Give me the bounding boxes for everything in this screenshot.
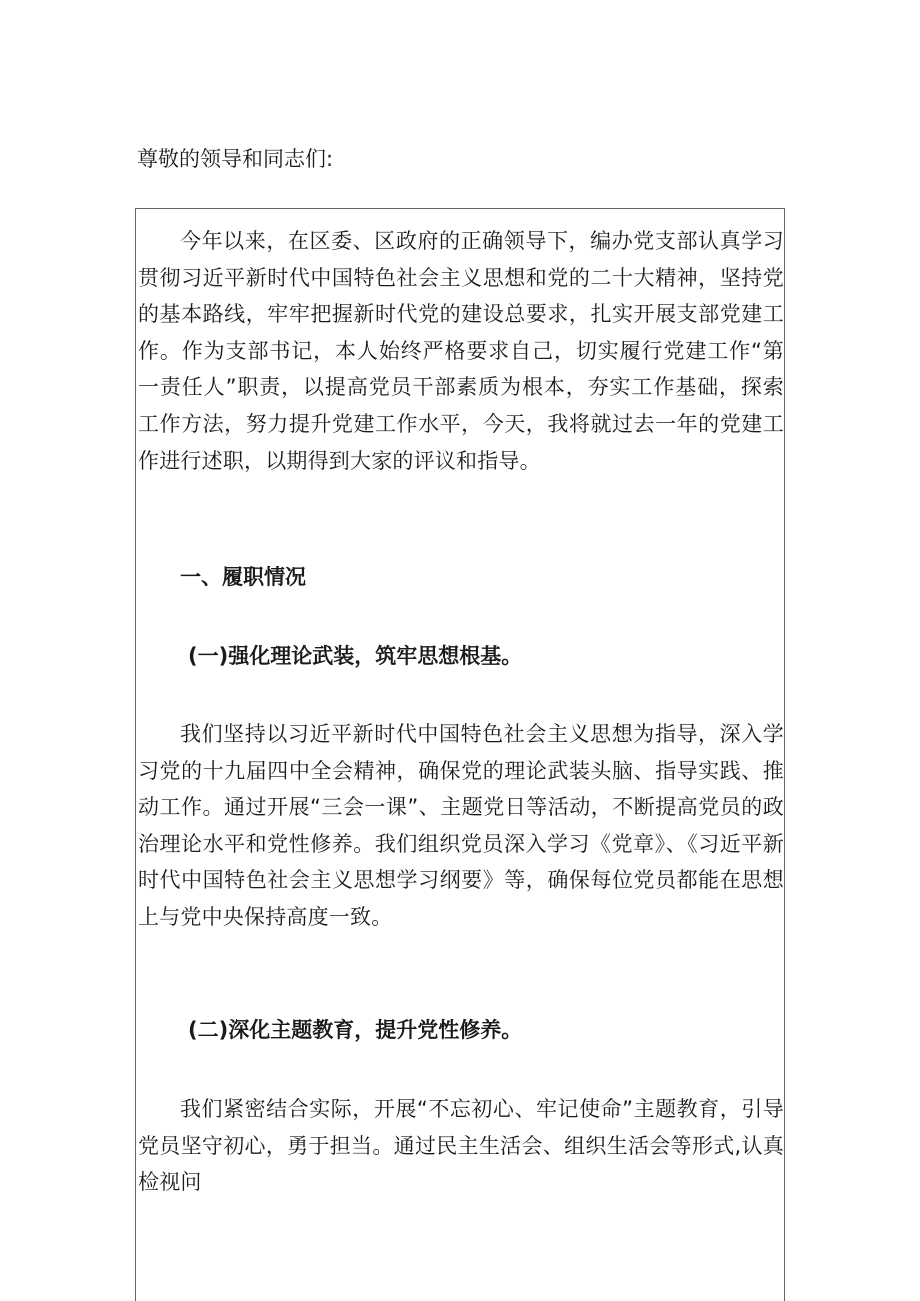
salutation: 尊敬的领导和同志们: <box>137 147 334 171</box>
intro-paragraph: 今年以来，在区委、区政府的正确领导下，编办党支部认真学习贯彻习近平新时代中国特色社会主义思想和党的二十大精神，坚持党的基本路线，牢牢把握新时代党的建设总要求，扎实开展支部党建工作。作为支部书记，本人始终严格要求自己，切实履行党建工作“第一责任人”职责，以提高党员干部素质为根本，夯实工作基础，探索工作方法，努力提升党建工作水平，今天，我将就过去一年的党建工作进行述职，以期得到大家的评议和指导。 <box>138 229 784 473</box>
subsection-heading-1: (一)强化理论武装，筑牢思想根基。 <box>188 644 523 668</box>
subsection-heading-2: (二)深化主题教育，提升党性修养。 <box>188 1018 523 1042</box>
subsection-paragraph-2: 我们紧密结合实际，开展“不忘初心、牢记使命”主题教育，引导党员坚守初心，勇于担当。通过民主生活会、组织生活会等形式,认真检视问 <box>138 1097 784 1195</box>
subsection-paragraph-1: 我们坚持以习近平新时代中国特色社会主义思想为指导，深入学习党的十九届四中全会精神，确保党的理论武装头脑、指导实践、推动工作。通过开展“三会一课”、主题党日等活动，不断提高党员的政治理论水平和党性修养。我们组织党员深入学习《党章》、《习近平新时代中国特色社会主义思想学习纲要》等，确保每位党员都能在思想上与党中央保持高度一致。 <box>138 722 784 929</box>
content-frame <box>135 208 785 1301</box>
section-heading: 一、履职情况 <box>180 565 306 589</box>
